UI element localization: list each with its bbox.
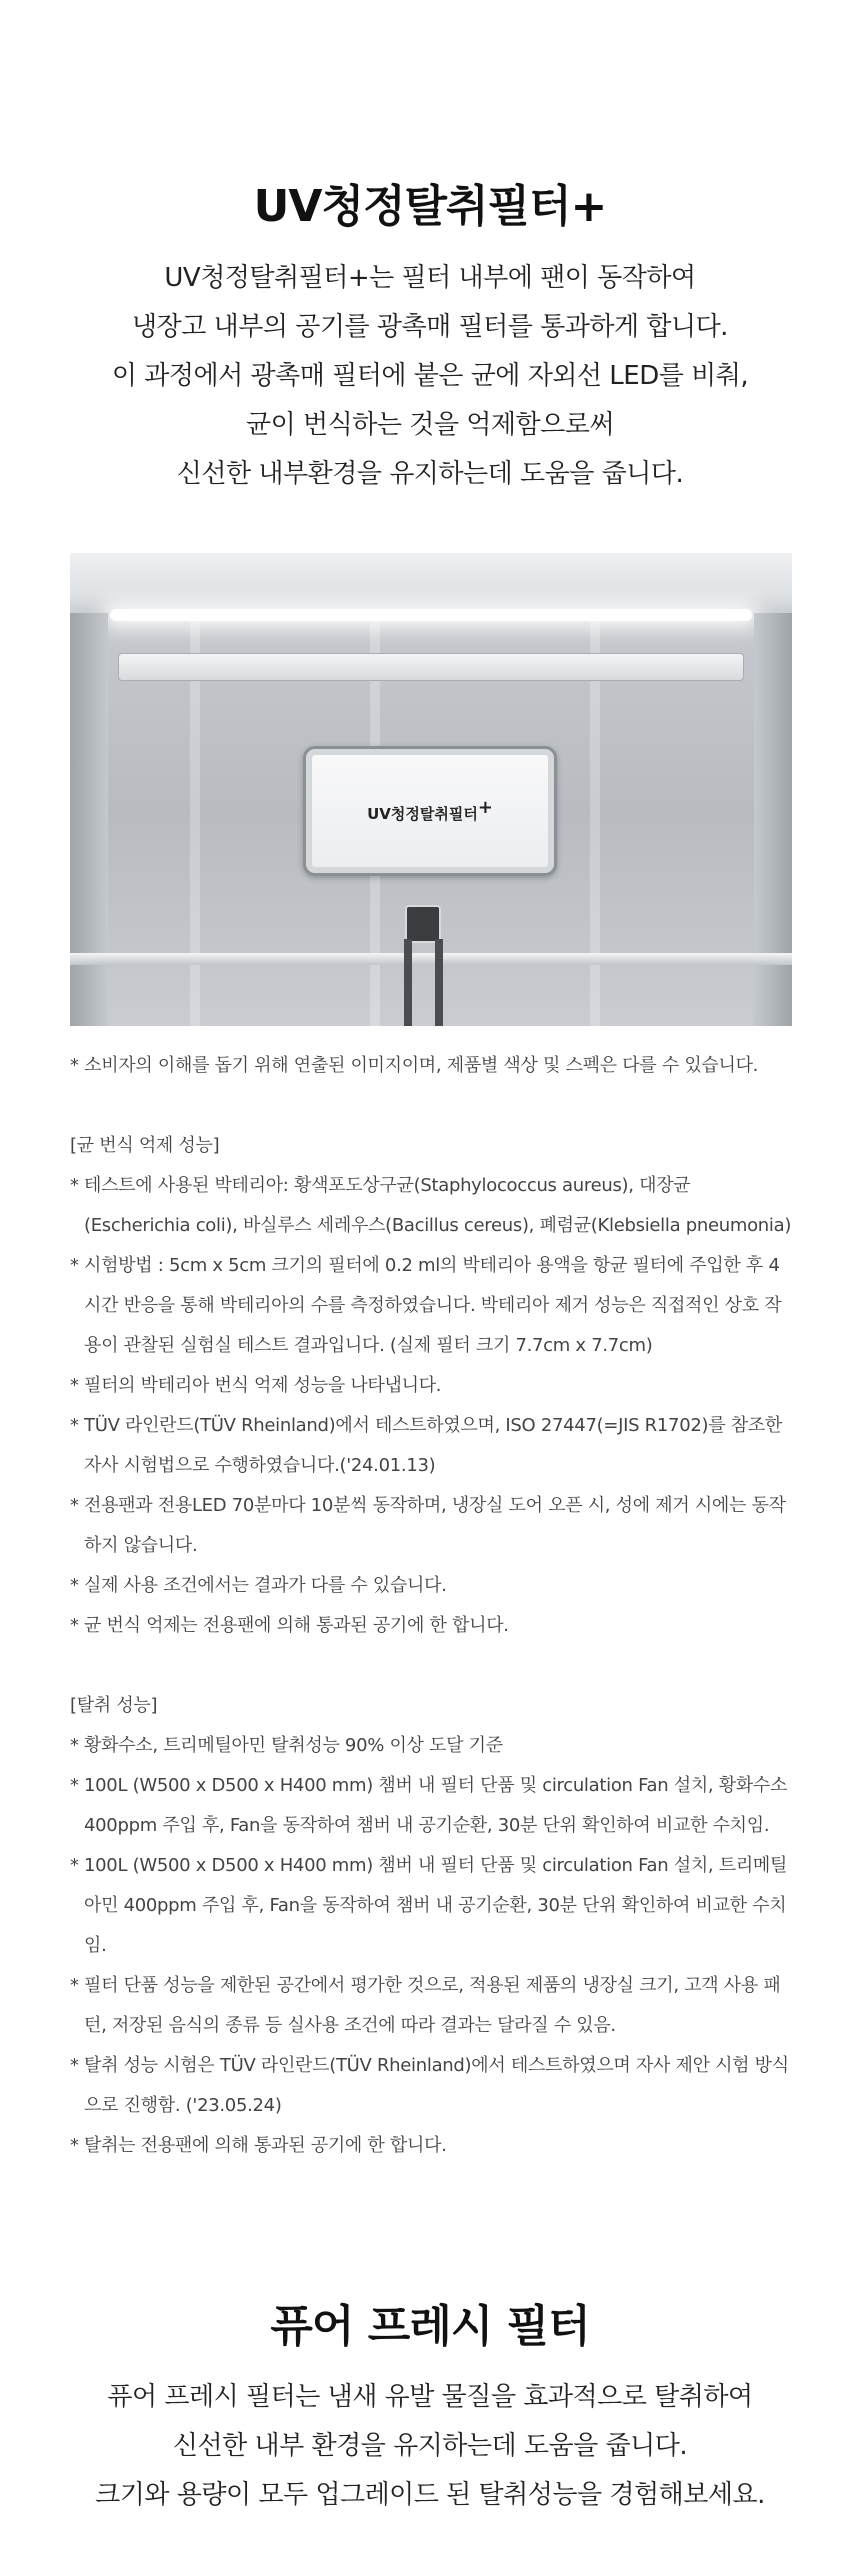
note-item: * 균 번식 억제는 전용팬에 의해 통과된 공기에 한 합니다. [70, 1606, 795, 1646]
uv-description-line: 균이 번식하는 것을 억제함으로써 [246, 410, 614, 440]
bacteria-performance-block [70, 1126, 795, 1646]
note-item: * 100L (W500 x D500 x H400 mm) 챔버 내 필터 단품 및 circulation Fan 설치, 황화수소 400ppm 주입 후, Fan을 동작하여 챔버 내 공기순환, 30분 단위 확인하여 비교한 수치임. [70, 1766, 795, 1846]
pure-section-title: 퓨어 프레시 필터 [270, 2301, 590, 2352]
note-item: * 100L (W500 x D500 x H400 mm) 챔버 내 필터 단품 및 circulation Fan 설치, 트리메틸아민 400ppm 주입 후, Fan을 동작하여 챔버 내 공기순환, 30분 단위 확인하여 비교한 수치임. [70, 1846, 795, 1966]
uv-description-line: 이 과정에서 광촉매 필터에 붙은 균에 자외선 LED를 비춰, [111, 361, 749, 391]
uv-description-line: UV청정탈취필터+는 필터 내부에 팬이 동작하여 [164, 263, 696, 293]
pure-description-line: 크기와 용량이 모두 업그레이드 된 탈취성능을 경험해보세요. [95, 2480, 765, 2510]
deodor-heading: [탈취 성능] [70, 1695, 158, 1716]
filter-label-text: UV청정탈취필터 [367, 805, 478, 823]
note-item: * 테스트에 사용된 박테리아: 황색포도상구균(Staphylococcus aureus), 대장균(Escherichia coli), 바실루스 세레우스(Bacillus cereus), 폐렴균(Klebsiella pneumonia) [70, 1166, 795, 1246]
note-item: * 탈취는 전용팬에 의해 통과된 공기에 한 합니다. [70, 2126, 795, 2166]
uv-description-line: 냉장고 내부의 공기를 광촉매 필터를 통과하게 합니다. [132, 312, 728, 342]
note-item: * 필터의 박테리아 번식 억제 성능을 나타냅니다. [70, 1366, 795, 1406]
deodor-notes-list [70, 1726, 795, 2166]
hinge-post [404, 939, 412, 1026]
notes-area [70, 1046, 795, 2166]
uv-section-title: UV청정탈취필터+ [253, 181, 607, 232]
bacteria-notes-list [70, 1166, 795, 1646]
pure-description-line: 퓨어 프레시 필터는 냄새 유발 물질을 효과적으로 탈취하여 [107, 2382, 753, 2412]
note-item: * 전용팬과 전용LED 70분마다 10분씩 동작하며, 냉장실 도어 오픈 시, 성에 제거 시에는 동작 하지 않습니다. [70, 1486, 795, 1566]
uv-section-header [0, 170, 860, 234]
top-frame [70, 553, 792, 613]
note-item: * 황화수소, 트리메틸아민 탈취성능 90% 이상 도달 기준 [70, 1726, 795, 1766]
image-caption: * 소비자의 이해를 돕기 위해 연출된 이미지이며, 제품별 색상 및 스펙은 다를 수 있습니다. [70, 1055, 759, 1076]
note-item: * TÜV 라인란드(TÜV Rheinland)에서 테스트하였으며, ISO 27447(=JIS R1702)를 참조한 자사 시험법으로 수행하였습니다.('24.01.13) [70, 1406, 795, 1486]
hinge-post [435, 939, 443, 1026]
pure-description-line: 신선한 내부 환경을 유지하는데 도움을 줍니다. [172, 2431, 688, 2461]
pure-section-header [0, 2290, 860, 2354]
deodor-performance-block [70, 1686, 795, 2166]
uv-filter-module [303, 746, 557, 876]
uv-section-description [0, 254, 860, 499]
note-item: * 시험방법 : 5cm x 5cm 크기의 필터에 0.2 ml의 박테리아 용액을 항균 필터에 주입한 후 4시간 반응을 통해 박테리아의 수를 측정하였습니다. 박테리아 제거 성능은 직접적인 상호 작용이 관찰된 실험실 테스트 결과입니다. (실제 필터 크기 7.7cm x 7.7cm) [70, 1246, 795, 1366]
led-light-bar [110, 609, 752, 621]
note-item: * 실제 사용 조건에서는 결과가 다를 수 있습니다. [70, 1566, 795, 1606]
bottom-shelf-rail [70, 953, 792, 965]
uv-description-line: 신선한 내부환경을 유지하는데 도움을 줍니다. [176, 459, 684, 489]
shelf [118, 653, 744, 681]
note-item: * 필터 단품 성능을 제한된 공간에서 평가한 것으로, 적용된 제품의 냉장실 크기, 고객 사용 패턴, 저장된 음식의 종류 등 실사용 조건에 따라 결과는 달라질 수 있음. [70, 1966, 795, 2046]
filter-label [306, 797, 554, 824]
center-hinge [405, 905, 441, 943]
bacteria-heading: [균 번식 억제 성능] [70, 1135, 220, 1156]
filter-label-plus: + [477, 797, 493, 818]
fridge-interior-image [70, 553, 792, 1026]
pure-section-description [0, 2373, 860, 2520]
note-item: * 탈취 성능 시험은 TÜV 라인란드(TÜV Rheinland)에서 테스트하였으며 자사 제안 시험 방식으로 진행함. ('23.05.24) [70, 2046, 795, 2126]
